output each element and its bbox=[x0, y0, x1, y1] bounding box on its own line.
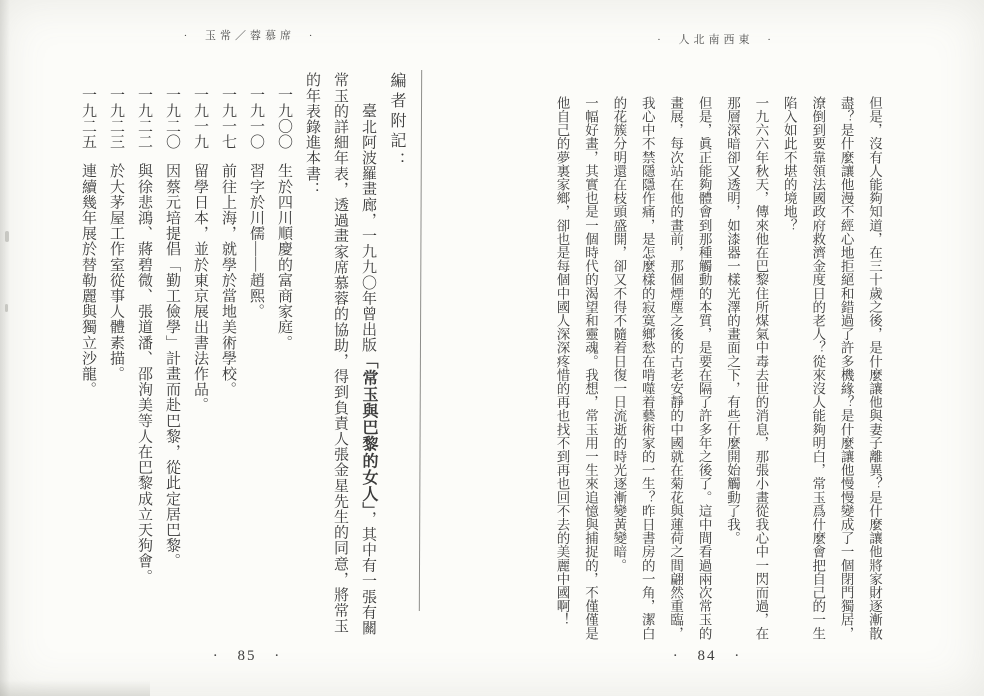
text-column: 潦倒到要靠領法國政府救濟金度日的老人？從來沒人能夠明白，常玉爲什麼會把自己的一生 bbox=[810, 96, 826, 640]
running-head-left: · 玉常／蓉慕席 · bbox=[183, 30, 317, 42]
page-number-left: · 85 · bbox=[212, 648, 282, 664]
text-column: 陷入如此不堪的境地？ bbox=[781, 96, 797, 232]
timeline-event: 連續幾年展於替勒麗與獨立沙龍。 bbox=[80, 163, 96, 398]
text-column: 畫展，每次站在他的畫前，那個煙塵之後的古老安靜的中國就在菊花與蓮荷之間翩然重臨， bbox=[668, 96, 684, 640]
scan-artifact bbox=[5, 304, 8, 312]
timeline-year: 一九〇〇 bbox=[276, 87, 292, 150]
intro-text-pre: 臺北阿波羅畫廊，一九九〇年曾出版 bbox=[360, 103, 376, 353]
timeline-year: 一九一〇 bbox=[248, 87, 264, 150]
intro-text-post: ，其中有一張有關 bbox=[360, 510, 376, 636]
timeline-entry bbox=[186, 72, 214, 644]
timeline-year: 一九二三 bbox=[108, 87, 124, 150]
book-title: 「常玉與巴黎的女人」 bbox=[360, 352, 377, 511]
timeline-entry bbox=[242, 72, 270, 644]
timeline-entry bbox=[158, 72, 186, 644]
scan-artifact bbox=[5, 231, 9, 242]
section-rule bbox=[419, 70, 422, 611]
timeline-event: 生於四川順慶的富商家庭。 bbox=[276, 163, 292, 351]
section-title: 編者附記： bbox=[388, 72, 405, 172]
text-column: 一幅好畫，其實也是一個時代的渴望和靈魂。我想，常玉用一生來追憶與捕捉的，不僅僅是 bbox=[582, 96, 598, 640]
text-column: 的花簇分明還在枝頭盛開，卻又不得不隨着日復一日流逝的時光逐漸變黃變暗。 bbox=[611, 96, 627, 572]
timeline-year: 一九二五 bbox=[80, 87, 96, 150]
timeline-event: 習字於川儒——趙熙。 bbox=[248, 163, 264, 320]
editor-note-block bbox=[74, 72, 410, 644]
text-column: 我心中不禁隱隱作痛，是怎麼樣的寂寞鄉愁在啃噬着藝術家的一生？昨日書房的一角，潔白 bbox=[639, 96, 655, 640]
timeline-event: 於大茅屋工作室從事人體素描。 bbox=[108, 163, 124, 382]
timeline-entry bbox=[270, 72, 298, 644]
text-column: 但是，沒有人能夠知道，在三十歲之後，是什麼讓他與妻子離異？是什麼讓他將家財逐漸散 bbox=[867, 96, 882, 640]
timeline-year: 一九一九 bbox=[192, 87, 208, 150]
intro-column-1 bbox=[354, 72, 382, 644]
timeline-event: 前往上海，就學於當地美術學校。 bbox=[220, 163, 236, 398]
timeline-entry bbox=[214, 72, 242, 644]
text-column: 那層深暗卻又透明，如漆器一樣光澤的畫面之下，有些什麼開始觸動了我。 bbox=[724, 96, 740, 545]
intro-column-2: 常玉的詳細年表，透過畫家席慕蓉的協助，得到負責人張金星先生的同意，將常玉 bbox=[332, 72, 348, 634]
timeline-event: 與徐悲鴻、蔣碧微、張道潘、邵洵美等人在巴黎成立天狗會。 bbox=[136, 163, 152, 585]
essay-text-block bbox=[547, 96, 888, 644]
text-column: 他自己的夢裏家鄉，卻也是每個中國人深深疼惜的再也找不到再也回不去的美麗中國啊！ bbox=[554, 96, 570, 627]
scan-artifact bbox=[0, 680, 150, 696]
timeline-entry bbox=[130, 72, 158, 644]
intro-column-3: 的年表錄進本書： bbox=[304, 72, 320, 197]
scan-left-edge bbox=[0, 0, 10, 696]
timeline-entry bbox=[102, 72, 130, 644]
timeline-event: 留學日本，並於東京展出書法作品。 bbox=[192, 163, 208, 414]
page-number-right: · 84 · bbox=[672, 648, 742, 664]
timeline-year: 一九二〇 bbox=[164, 87, 180, 150]
text-column: 盡？是什麼讓他漫不經心地拒絕和錯過了許多機緣？是什麼讓他慢慢變成了一個閉門獨居， bbox=[838, 96, 854, 640]
timeline-year: 一九二二 bbox=[136, 87, 152, 150]
running-head-right: · 人北南西東 · bbox=[657, 34, 775, 46]
timeline-year: 一九一七 bbox=[220, 87, 236, 150]
timeline-entry bbox=[74, 72, 102, 644]
text-column: 但是，眞正能夠體會到那種觸動的本質，是要在隔了許多年之後了。這中間看過兩次常玉的 bbox=[696, 96, 712, 640]
timeline-event: 因蔡元培提倡「勤工儉學」計畫而赴巴黎，從此定居巴黎。 bbox=[164, 163, 180, 570]
text-column: 一九六六年秋天，傳來他在巴黎住所煤氣中毒去世的消息，那張小畫從我心中一閃而過，在 bbox=[753, 96, 769, 640]
